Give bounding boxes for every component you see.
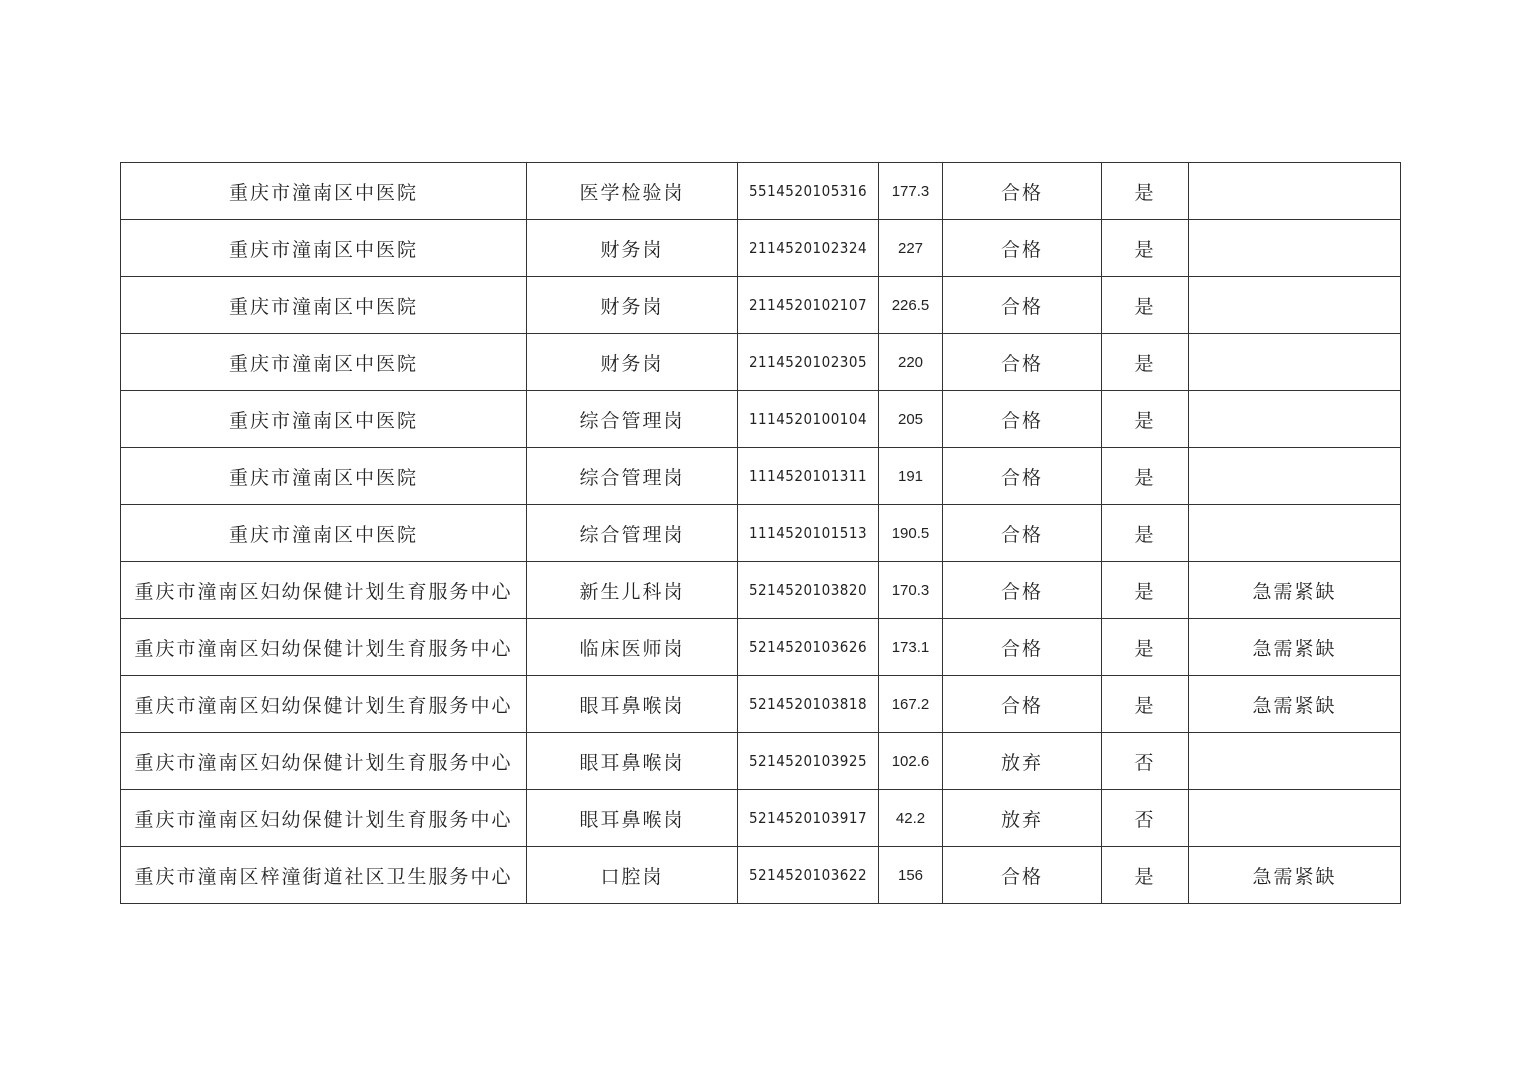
score-cell: 42.2 xyxy=(879,790,943,847)
unit-cell: 重庆市潼南区妇幼保健计划生育服务中心 xyxy=(121,790,527,847)
result-cell: 放弃 xyxy=(943,733,1102,790)
unit-cell: 重庆市潼南区中医院 xyxy=(121,448,527,505)
unit-cell: 重庆市潼南区妇幼保健计划生育服务中心 xyxy=(121,619,527,676)
note-cell xyxy=(1189,277,1401,334)
enter-next-stage-cell: 是 xyxy=(1102,505,1189,562)
position-cell: 财务岗 xyxy=(527,220,738,277)
unit-cell: 重庆市潼南区中医院 xyxy=(121,391,527,448)
enter-next-stage-cell: 是 xyxy=(1102,277,1189,334)
table-row xyxy=(121,163,1401,220)
result-cell: 合格 xyxy=(943,676,1102,733)
unit-cell: 重庆市潼南区妇幼保健计划生育服务中心 xyxy=(121,733,527,790)
note-cell xyxy=(1189,391,1401,448)
position-cell: 眼耳鼻喉岗 xyxy=(527,790,738,847)
score-cell: 205 xyxy=(879,391,943,448)
score-cell: 177.3 xyxy=(879,163,943,220)
enter-next-stage-cell: 是 xyxy=(1102,847,1189,904)
result-cell: 放弃 xyxy=(943,790,1102,847)
table-row xyxy=(121,334,1401,391)
exam-number-cell: 1114520101513 xyxy=(738,505,879,562)
enter-next-stage-cell: 否 xyxy=(1102,733,1189,790)
position-cell: 眼耳鼻喉岗 xyxy=(527,733,738,790)
position-cell: 医学检验岗 xyxy=(527,163,738,220)
unit-cell: 重庆市潼南区中医院 xyxy=(121,277,527,334)
note-cell: 急需紧缺 xyxy=(1189,619,1401,676)
score-cell: 156 xyxy=(879,847,943,904)
table-row xyxy=(121,448,1401,505)
note-cell xyxy=(1189,334,1401,391)
enter-next-stage-cell: 否 xyxy=(1102,790,1189,847)
results-table xyxy=(120,162,1401,904)
position-cell: 综合管理岗 xyxy=(527,448,738,505)
exam-number-cell: 5214520103917 xyxy=(738,790,879,847)
note-cell xyxy=(1189,790,1401,847)
result-cell: 合格 xyxy=(943,505,1102,562)
table-row xyxy=(121,847,1401,904)
unit-cell: 重庆市潼南区妇幼保健计划生育服务中心 xyxy=(121,562,527,619)
enter-next-stage-cell: 是 xyxy=(1102,220,1189,277)
position-cell: 财务岗 xyxy=(527,334,738,391)
enter-next-stage-cell: 是 xyxy=(1102,334,1189,391)
table-row xyxy=(121,562,1401,619)
note-cell: 急需紧缺 xyxy=(1189,676,1401,733)
table-row xyxy=(121,391,1401,448)
score-cell: 190.5 xyxy=(879,505,943,562)
result-cell: 合格 xyxy=(943,334,1102,391)
exam-number-cell: 5214520103622 xyxy=(738,847,879,904)
position-cell: 临床医师岗 xyxy=(527,619,738,676)
note-cell: 急需紧缺 xyxy=(1189,562,1401,619)
results-table-body xyxy=(121,163,1401,904)
result-cell: 合格 xyxy=(943,619,1102,676)
enter-next-stage-cell: 是 xyxy=(1102,676,1189,733)
note-cell xyxy=(1189,448,1401,505)
position-cell: 综合管理岗 xyxy=(527,505,738,562)
unit-cell: 重庆市潼南区中医院 xyxy=(121,163,527,220)
unit-cell: 重庆市潼南区中医院 xyxy=(121,220,527,277)
score-cell: 227 xyxy=(879,220,943,277)
exam-number-cell: 5214520103818 xyxy=(738,676,879,733)
result-cell: 合格 xyxy=(943,448,1102,505)
table-row xyxy=(121,733,1401,790)
position-cell: 财务岗 xyxy=(527,277,738,334)
note-cell xyxy=(1189,505,1401,562)
unit-cell: 重庆市潼南区中医院 xyxy=(121,505,527,562)
result-cell: 合格 xyxy=(943,391,1102,448)
score-cell: 191 xyxy=(879,448,943,505)
unit-cell: 重庆市潼南区梓潼街道社区卫生服务中心 xyxy=(121,847,527,904)
exam-number-cell: 5214520103820 xyxy=(738,562,879,619)
position-cell: 综合管理岗 xyxy=(527,391,738,448)
score-cell: 170.3 xyxy=(879,562,943,619)
note-cell xyxy=(1189,733,1401,790)
table-row xyxy=(121,619,1401,676)
enter-next-stage-cell: 是 xyxy=(1102,391,1189,448)
position-cell: 新生儿科岗 xyxy=(527,562,738,619)
enter-next-stage-cell: 是 xyxy=(1102,619,1189,676)
exam-number-cell: 5514520105316 xyxy=(738,163,879,220)
table-row xyxy=(121,676,1401,733)
table-row xyxy=(121,790,1401,847)
exam-number-cell: 5214520103925 xyxy=(738,733,879,790)
score-cell: 173.1 xyxy=(879,619,943,676)
table-row xyxy=(121,277,1401,334)
table-row xyxy=(121,220,1401,277)
note-cell xyxy=(1189,163,1401,220)
exam-number-cell: 1114520100104 xyxy=(738,391,879,448)
score-cell: 102.6 xyxy=(879,733,943,790)
table-row xyxy=(121,505,1401,562)
exam-number-cell: 1114520101311 xyxy=(738,448,879,505)
score-cell: 167.2 xyxy=(879,676,943,733)
result-cell: 合格 xyxy=(943,847,1102,904)
result-cell: 合格 xyxy=(943,562,1102,619)
unit-cell: 重庆市潼南区妇幼保健计划生育服务中心 xyxy=(121,676,527,733)
enter-next-stage-cell: 是 xyxy=(1102,448,1189,505)
result-cell: 合格 xyxy=(943,163,1102,220)
exam-number-cell: 2114520102107 xyxy=(738,277,879,334)
score-cell: 220 xyxy=(879,334,943,391)
note-cell xyxy=(1189,220,1401,277)
enter-next-stage-cell: 是 xyxy=(1102,562,1189,619)
exam-number-cell: 2114520102305 xyxy=(738,334,879,391)
position-cell: 口腔岗 xyxy=(527,847,738,904)
exam-number-cell: 5214520103626 xyxy=(738,619,879,676)
score-cell: 226.5 xyxy=(879,277,943,334)
enter-next-stage-cell: 是 xyxy=(1102,163,1189,220)
unit-cell: 重庆市潼南区中医院 xyxy=(121,334,527,391)
note-cell: 急需紧缺 xyxy=(1189,847,1401,904)
result-cell: 合格 xyxy=(943,277,1102,334)
exam-number-cell: 2114520102324 xyxy=(738,220,879,277)
result-cell: 合格 xyxy=(943,220,1102,277)
position-cell: 眼耳鼻喉岗 xyxy=(527,676,738,733)
